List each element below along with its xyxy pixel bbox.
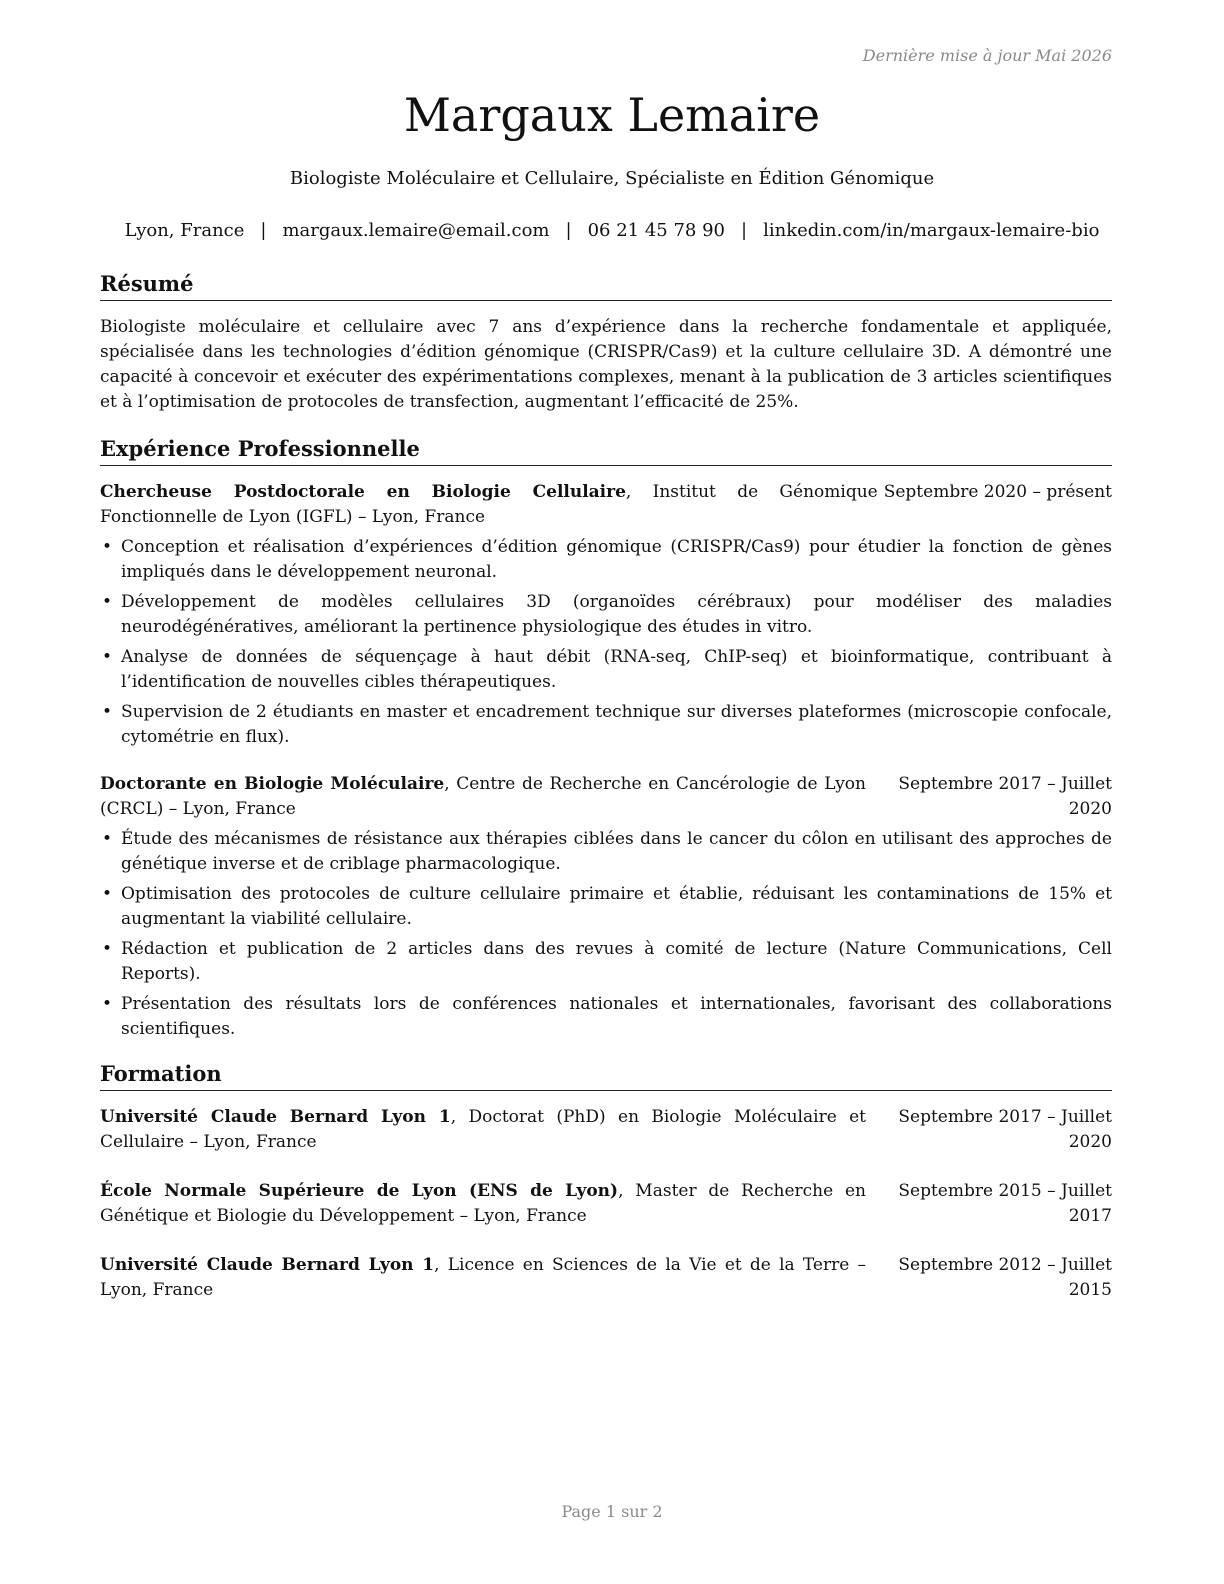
education-entry: [100, 1253, 1112, 1303]
education-entry: [100, 1179, 1112, 1229]
education-dates: Septembre 2017 – Juillet 2020: [898, 1107, 1112, 1152]
contact-location: Lyon, France: [124, 220, 245, 241]
degree-detail: , Licence en Sciences de la Vie et de la Terre – Lyon, France: [100, 1255, 866, 1300]
education-dates: Septembre 2015 – Juillet 2017: [898, 1181, 1112, 1226]
contact-separator: |: [565, 220, 572, 241]
job-organization: , Centre de Recherche en Cancérologie de Lyon (CRCL) – Lyon, France: [100, 774, 866, 819]
experience-heading: Expérience Professionnelle: [100, 435, 1112, 466]
candidate-title: Biologiste Moléculaire et Cellulaire, Spécialiste en Édition Génomique: [289, 168, 935, 189]
candidate-name: Margaux Lemaire: [403, 88, 821, 142]
entry-header: [100, 480, 1112, 530]
degree-detail: , Doctorat (PhD) en Biologie Moléculaire et Cellulaire – Lyon, France: [100, 1107, 867, 1152]
job-organization: , Institut de Génomique Fonctionnelle de Lyon (IGFL) – Lyon, France: [100, 482, 878, 527]
job-dates: Septembre 2017 – Juillet 2020: [898, 774, 1112, 819]
school-name: Université Claude Bernard Lyon 1: [100, 1107, 451, 1127]
education-dates: Septembre 2012 – Juillet 2015: [898, 1255, 1112, 1300]
last-updated: Dernière mise à jour Mai 2026: [862, 46, 1112, 65]
resume-content: [100, 270, 1112, 1303]
education-section: [100, 1060, 1112, 1303]
experience-section: [100, 435, 1112, 1042]
entry-title: [100, 772, 866, 822]
page-number: Page 1 sur 2: [561, 1502, 663, 1521]
contact-separator: |: [741, 220, 748, 241]
list-item: • Analyse de données de séquençage à haut débit (RNA-seq, ChIP-seq) et bioinformatique, contribuant à l’identification de nouvelles cibles thérapeutiques.: [100, 645, 1112, 695]
list-item: • Supervision de 2 étudiants en master et encadrement technique sur diverses plateformes (microscopie confocale, cytométrie en flux).: [100, 700, 1112, 750]
contact-phone: 06 21 45 78 90: [587, 220, 726, 241]
contact-separator: |: [260, 220, 267, 241]
school-name: École Normale Supérieure de Lyon (ENS de Lyon): [100, 1181, 619, 1201]
list-item: • Optimisation des protocoles de culture cellulaire primaire et établie, réduisant les contaminations de 15% et augmentant la viabilité cellulaire.: [100, 882, 1112, 932]
entry-title: [100, 1105, 866, 1155]
experience-entry: [100, 480, 1112, 750]
education-entry: [100, 1105, 1112, 1155]
entry-title: [100, 1253, 866, 1303]
contact-email[interactable]: margaux.lemaire@email.com: [282, 220, 550, 241]
contact-line: [0, 220, 1224, 241]
job-role: Chercheuse Postdoctorale en Biologie Cellulaire: [100, 482, 626, 502]
list-item: • Conception et réalisation d’expériences d’édition génomique (CRISPR/Cas9) pour étudier la fonction de gènes impliqués dans le développement neuronal.: [100, 535, 1112, 585]
job-bullets: [100, 535, 1112, 750]
school-name: Université Claude Bernard Lyon 1: [100, 1255, 435, 1275]
list-item: • Développement de modèles cellulaires 3D (organoïdes cérébraux) pour modéliser des maladies neurodégénératives, améliorant la pertinence physiologique des études in vitro.: [100, 590, 1112, 640]
summary-text: Biologiste moléculaire et cellulaire avec 7 ans d’expérience dans la recherche fondamentale et appliquée, spécialisée dans les technologies d’édition génomique (CRISPR/Cas9) et la culture cellulaire 3D. A démontré une capacité à concevoir et exécuter des expérimentations complexes, menant à la publication de 3 articles scientifiques et à l’optimisation de protocoles de transfection, augmentant l’efficacité de 25%.: [100, 317, 1112, 412]
list-item: • Étude des mécanismes de résistance aux thérapies ciblées dans le cancer du côlon en utilisant des approches de génétique inverse et de criblage pharmacologique.: [100, 827, 1112, 877]
contact-linkedin[interactable]: linkedin.com/in/margaux-lemaire-bio: [763, 220, 1100, 241]
list-item: • Rédaction et publication de 2 articles dans des revues à comité de lecture (Nature Communications, Cell Reports).: [100, 937, 1112, 987]
job-bullets: [100, 827, 1112, 1042]
degree-detail: , Master de Recherche en Génétique et Biologie du Développement – Lyon, France: [100, 1181, 866, 1226]
job-role: Doctorante en Biologie Moléculaire: [100, 774, 445, 794]
summary-heading: Résumé: [100, 270, 1112, 301]
entry-header: [100, 772, 1112, 822]
list-item: • Présentation des résultats lors de conférences nationales et internationales, favorisant des collaborations scientifiques.: [100, 992, 1112, 1042]
education-heading: Formation: [100, 1060, 1112, 1091]
job-dates: Septembre 2020 – présent: [883, 482, 1112, 502]
entry-title: [100, 480, 878, 530]
summary-section: [100, 270, 1112, 415]
entry-title: [100, 1179, 866, 1229]
experience-entry: [100, 772, 1112, 1042]
